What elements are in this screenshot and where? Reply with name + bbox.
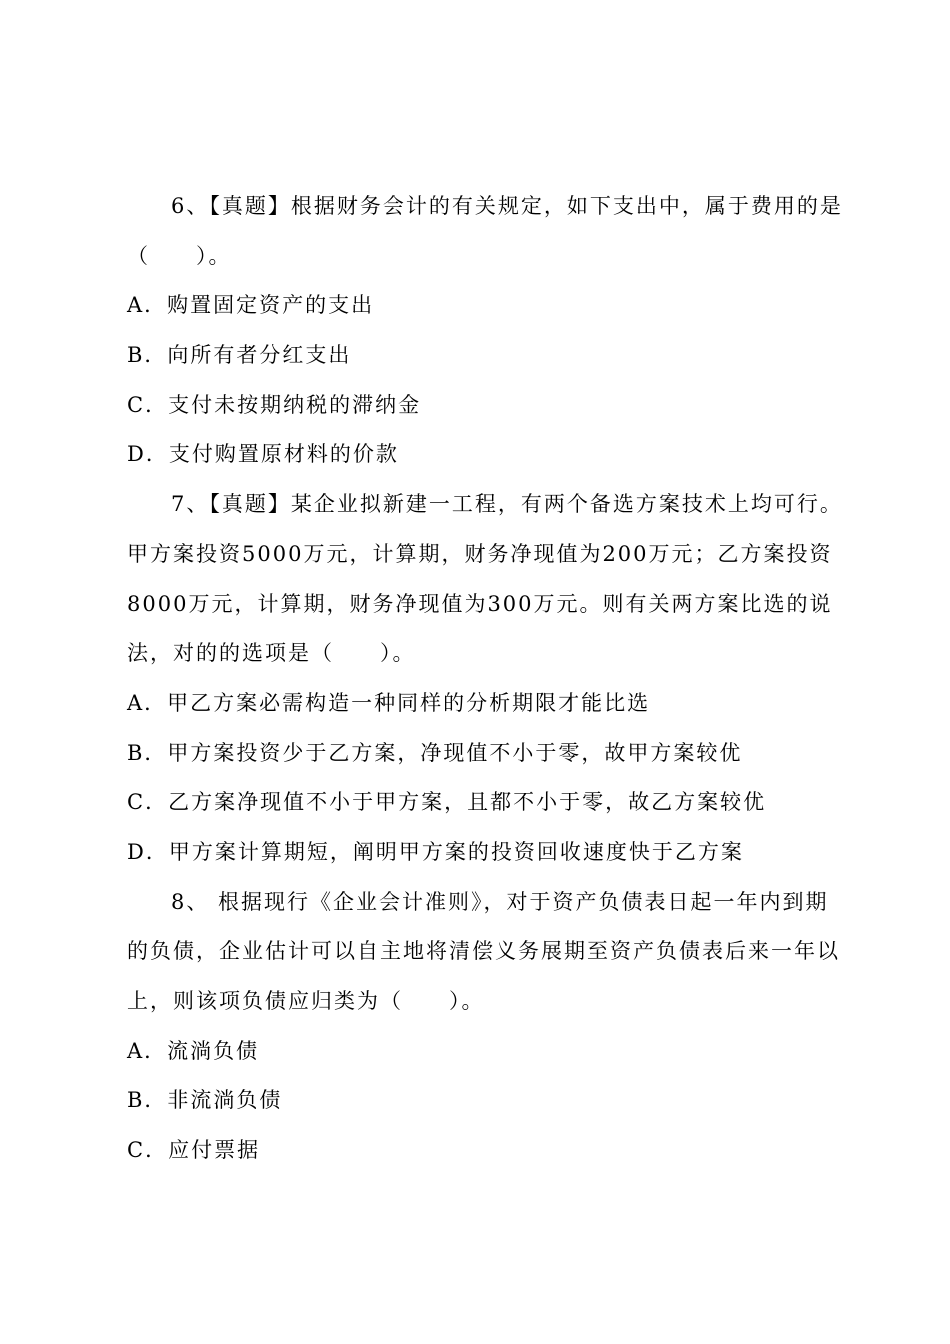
option-a: A．流淌负债 <box>127 1038 260 1063</box>
option-a: A．甲乙方案必需构造一种同样的分析期限才能比选 <box>127 690 651 715</box>
question-stem-line: 6、【真题】根据财务会计的有关规定，如下支出中，属于费用的是 <box>171 194 843 218</box>
option-d: D．支付购置原材料的价款 <box>127 442 399 467</box>
question-7-options <box>127 685 833 884</box>
option-b: B．甲方案投资少于乙方案，净现值不小于零，故甲方案较优 <box>127 740 743 765</box>
question-8-options <box>127 1033 833 1182</box>
question-stem-line: 甲方案投资5000万元，计算期，财务净现值为200万元；乙方案投资 <box>127 541 833 566</box>
question-6 <box>127 188 843 287</box>
option-d: D．甲方案计算期短，阐明甲方案的投资回收速度快于乙方案 <box>127 839 744 864</box>
option-a: A．购置固定资产的支出 <box>127 293 375 318</box>
option-b: B．非流淌负债 <box>127 1088 283 1113</box>
option-c: C．乙方案净现值不小于甲方案，且都不小于零，故乙方案较优 <box>127 790 767 815</box>
question-8 <box>127 884 840 1033</box>
option-b: B．向所有者分红支出 <box>127 343 352 368</box>
question-stem-line: 上，则该项负债应归类为（ ）。 <box>127 989 485 1013</box>
question-stem-line: 8000万元，计算期，财务净现值为300万元。则有关两方案比选的说 <box>127 591 833 616</box>
exam-content <box>127 188 843 1182</box>
question-7 <box>127 486 843 685</box>
option-c: C．支付未按期纳税的滞纳金 <box>127 392 422 417</box>
question-6-options <box>127 287 833 486</box>
question-stem-line: 法，对的的选项是（ ）。 <box>127 641 416 666</box>
question-stem-line: 的负债，企业估计可以自主地将清偿义务展期至资产负债表后来一年以 <box>127 939 840 964</box>
question-stem-line: 7、【真题】某企业拟新建一工程，有两个备选方案技术上均可行。 <box>171 492 843 517</box>
option-c: C．应付票据 <box>127 1138 261 1163</box>
question-stem-line: 8、 根据现行《企业会计准则》，对于资产负债表日起一年内到期 <box>171 889 829 914</box>
question-stem-line: （ ）。 <box>127 243 232 268</box>
